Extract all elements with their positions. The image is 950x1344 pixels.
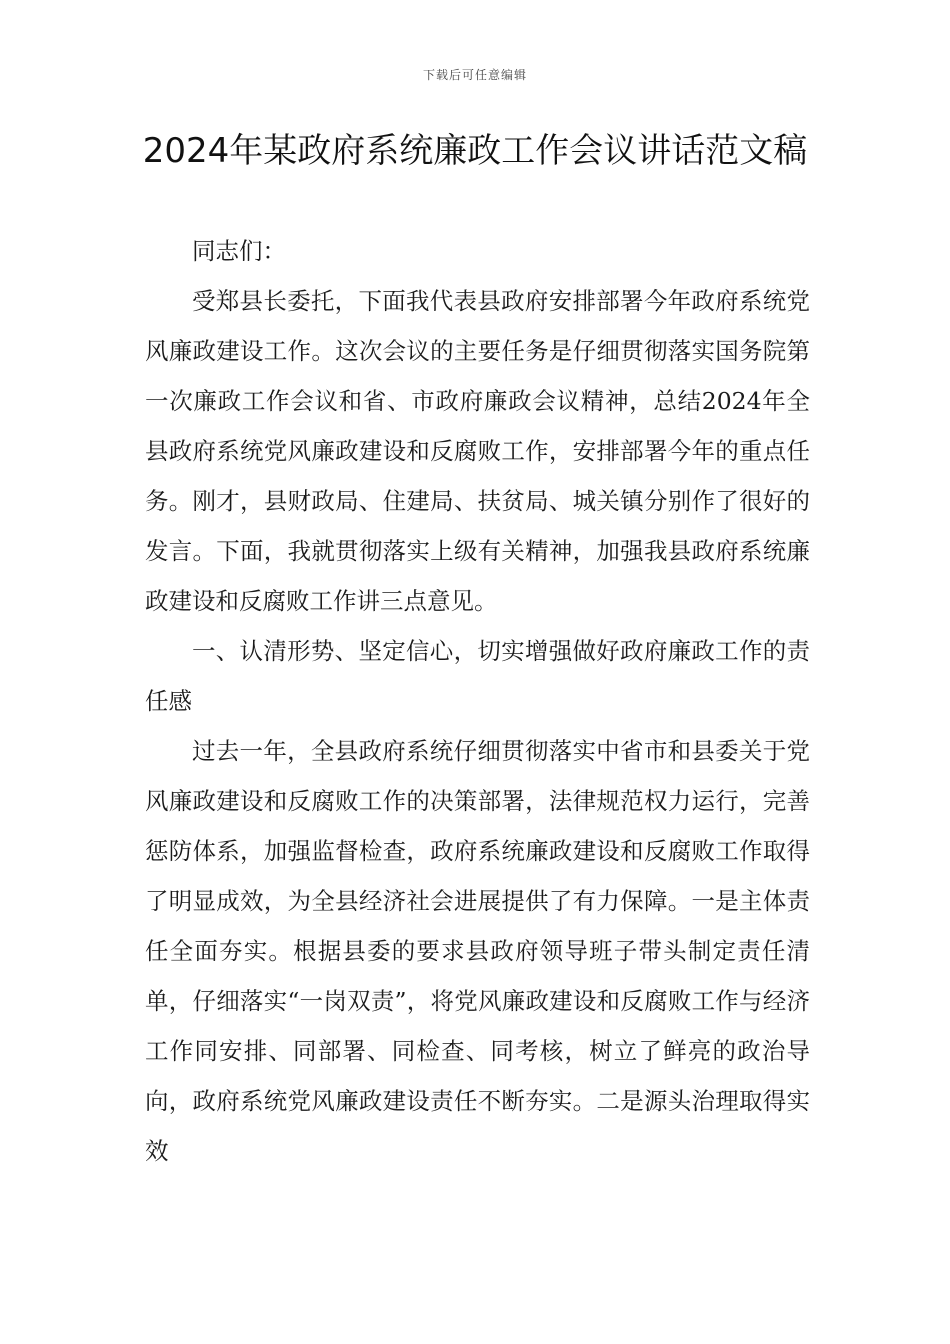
header-note: 下载后可任意编辑 xyxy=(422,68,527,82)
salutation-paragraph: 同志们： xyxy=(192,237,286,265)
body-paragraph: 过去一年，全县政府系统仔细贯彻落实中省市和县委关于党风廉政建设和反腐败工作的决策部署，法律规范权力运行，完善惩防体系，加强监督检查，政府系统廉政建设和反腐败工作取得了明显成效，为全县经济社会进展提供了有力保障。一是主体责任全面夯实。根据县委的要求县政府领导班子带头制定责任清单，仔细落实“一岗双责”，将党风廉政建设和反腐败工作与经济工作同安排、同部署、同检查、同考核，树立了鲜亮的政治导向，政府系统党风廉政建设责任不断夯实。二是源头治理取得实效 xyxy=(145,737,810,1165)
section-heading: 一、认清形势、坚定信心，切实增强做好政府廉政工作的责任感 xyxy=(145,637,810,715)
document-title: 2024年某政府系统廉政工作会议讲话范文稿 xyxy=(142,131,808,171)
document-body xyxy=(145,226,810,1176)
intro-paragraph: 受郑县长委托，下面我代表县政府安排部署今年政府系统党风廉政建设工作。这次会议的主要任务是仔细贯彻落实国务院第一次廉政工作会议和省、市政府廉政会议精神，总结2024年全县政府系统党风廉政建设和反腐败工作，安排部署今年的重点任务。刚才，县财政局、住建局、扶贫局、城关镇分别作了很好的发言。下面，我就贯彻落实上级有关精神，加强我县政府系统廉政建设和反腐败工作讲三点意见。 xyxy=(145,287,810,615)
